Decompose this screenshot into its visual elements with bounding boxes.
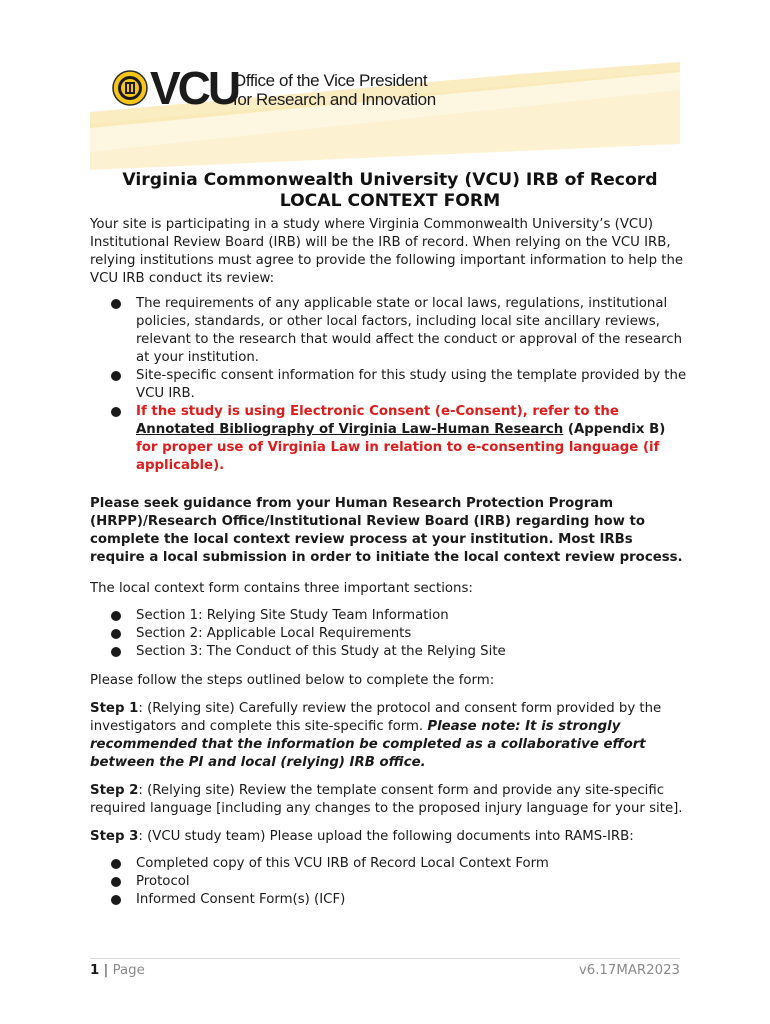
page-label: Page bbox=[112, 963, 145, 978]
bullet-icon bbox=[111, 407, 121, 417]
step-3-text: : (VCU study team) Please upload the following documents into RAMS-IRB: bbox=[138, 829, 634, 844]
annotated-bibliography-link[interactable]: Annotated Bibliography of Virginia Law-Human Research bbox=[136, 422, 564, 437]
vcu-seal-logo bbox=[112, 70, 148, 106]
bullet-icon bbox=[111, 647, 121, 657]
office-name bbox=[233, 71, 436, 109]
bullet-icon bbox=[111, 299, 121, 309]
page-footer-number bbox=[90, 962, 145, 980]
step-3 bbox=[90, 828, 690, 846]
list-item bbox=[90, 873, 690, 891]
section-label: Section 2: Applicable Local Requirements bbox=[136, 626, 412, 641]
bullet-icon bbox=[111, 859, 121, 869]
step-1-text: : (Relying site) Carefully review the protocol and consent form provided by the investigators and complete this site-specific form. bbox=[90, 701, 662, 734]
requirements-list bbox=[90, 295, 690, 475]
header-banner bbox=[90, 62, 680, 170]
step-2-label: Step 2 bbox=[90, 783, 139, 798]
title-line-1: Virginia Commonwealth University (VCU) IRB of Record bbox=[122, 170, 658, 190]
appendix-b-label: (Appendix B) bbox=[563, 422, 666, 437]
office-line-1: Office of the Vice President bbox=[233, 71, 428, 90]
guidance-paragraph: Please seek guidance from your Human Research Protection Program (HRPP)/Research Office/Institutional Review Board (IRB) regarding how to complete the local context review process at your institution. Most IRBs require a local submission in order to initiate the local context review process. bbox=[90, 496, 683, 565]
sections-intro: The local context form contains three important sections: bbox=[90, 581, 473, 596]
bullet-icon bbox=[111, 895, 121, 905]
list-item bbox=[90, 295, 690, 367]
version-label: v6.17MAR2023 bbox=[578, 963, 680, 978]
list-item bbox=[90, 367, 690, 403]
sections-list bbox=[90, 607, 690, 661]
econsent-note-end: for proper use of Virginia Law in relation to e-consenting language (if applicable). bbox=[136, 440, 660, 473]
document-body bbox=[90, 168, 690, 909]
documents-list bbox=[90, 855, 690, 909]
document-label: Completed copy of this VCU IRB of Record Local Context Form bbox=[136, 856, 549, 871]
office-line-2: for Research and Innovation bbox=[233, 90, 436, 109]
step-2-text: : (Relying site) Review the template consent form and provide any site-specific required language [including any changes to the proposed injury language for your site]. bbox=[90, 783, 683, 816]
list-item bbox=[90, 607, 690, 625]
vcu-logo-text: VCU bbox=[150, 62, 239, 114]
list-item bbox=[90, 891, 690, 909]
step-3-label: Step 3 bbox=[90, 829, 139, 844]
list-item bbox=[90, 643, 690, 661]
list-item bbox=[90, 403, 690, 475]
list-item bbox=[90, 855, 690, 873]
document-label: Protocol bbox=[136, 874, 190, 889]
bullet-icon bbox=[111, 611, 121, 621]
follow-instructions: Please follow the steps outlined below to complete the form: bbox=[90, 673, 495, 688]
bullet-icon bbox=[111, 877, 121, 887]
section-label: Section 3: The Conduct of this Study at the Relying Site bbox=[136, 644, 506, 659]
step-1-label: Step 1 bbox=[90, 701, 139, 716]
econsent-note: If the study is using Electronic Consent (e-Consent), refer to the bbox=[136, 404, 619, 419]
document-label: Informed Consent Form(s) (ICF) bbox=[136, 892, 346, 907]
footer-separator: | bbox=[103, 963, 109, 978]
intro-paragraph: Your site is participating in a study where Virginia Commonwealth University’s (VCU) Institutional Review Board (IRB) will be the IRB of record. When relying on the VCU IRB, relying institutions must agree to provide the following important information to help the VCU IRB conduct its review: bbox=[90, 217, 684, 286]
step-1 bbox=[90, 700, 690, 772]
footer-divider bbox=[90, 958, 680, 959]
page-title bbox=[90, 170, 690, 212]
step-2 bbox=[90, 782, 690, 818]
step-1-note: Please note: It is strongly recommended that the information be completed as a collaborative effort between the PI and local (relying) IRB office. bbox=[90, 719, 646, 770]
page-number: 1 bbox=[90, 963, 100, 978]
bullet-icon bbox=[111, 371, 121, 381]
requirement-text: The requirements of any applicable state or local laws, regulations, institutional policies, standards, or other local factors, including local site ancillary reviews, relevant to the research that would affect the conduct or approval of the research at your institution. bbox=[136, 296, 683, 365]
list-item bbox=[90, 625, 690, 643]
requirement-text: Site-specific consent information for this study using the template provided by the VCU IRB. bbox=[136, 368, 687, 401]
bullet-icon bbox=[111, 629, 121, 639]
title-line-2: LOCAL CONTEXT FORM bbox=[279, 191, 501, 211]
section-label: Section 1: Relying Site Study Team Information bbox=[136, 608, 449, 623]
